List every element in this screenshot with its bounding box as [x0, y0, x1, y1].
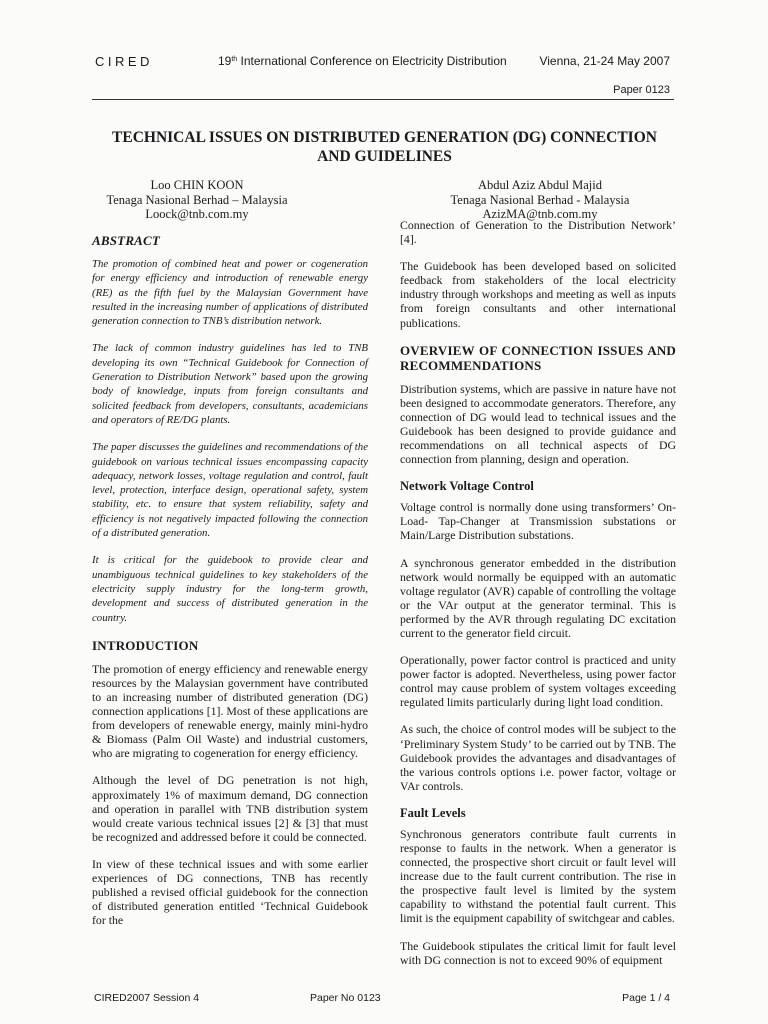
intro-paragraph: In view of these technical issues and with some earlier experiences of DG connections, TNB has recently published a revised official guidebook for the connection of distributed generation entitled ‘Technical Guidebook for the — [92, 856, 368, 928]
abstract-paragraph: It is critical for the guidebook to provide clear and unambiguous technical guidelines to key stakeholders of the electricity supply industry for the long-term growth, development and success of distributed generation in the country. — [92, 554, 368, 624]
voltage-paragraph: Operationally, power factor control is practiced and unity power factor is adopted. Nevertheless, using power factor control may cause problem of system voltages exceeding regulated limits particularly during light load condition. — [400, 653, 676, 710]
overview-heading: OVERVIEW OF CONNECTION ISSUES AND RECOMMENDATIONS — [400, 342, 676, 373]
right-column — [400, 218, 676, 980]
fault-paragraph: The Guidebook stipulates the critical limit for fault level with DG connection is not to exceed 90% of equipment — [400, 938, 676, 967]
header-org: CIRED — [95, 54, 153, 69]
voltage-paragraph: Voltage control is normally done using transformers’ On-Load- Tap-Changer at Transmission substations or Main/Large Distribution substations. — [400, 500, 676, 543]
footer-paper-no: Paper No 0123 — [310, 992, 381, 1004]
author-affiliation: Tenaga Nasional Berhad - Malaysia — [450, 192, 630, 207]
continuation-text: Connection of Generation to the Distribution Network’ [4]. — [400, 218, 676, 247]
abstract-body — [92, 257, 368, 625]
author-affiliation: Tenaga Nasional Berhad – Malaysia — [106, 192, 288, 207]
author-email: Loock@tnb.com.my — [145, 207, 249, 221]
abstract-heading: ABSTRACT — [92, 233, 161, 248]
guidebook-paragraph: The Guidebook has been developed based on solicited feedback from stakeholders of the local electricity industry through workshops and meeting as well as inputs from foreign consultants and other international publications. — [400, 259, 676, 330]
author-name: Abdul Aziz Abdul Majid — [478, 178, 602, 192]
conference-ordinal: th — [231, 56, 238, 63]
paper-title: TECHNICAL ISSUES ON DISTRIBUTED GENERATION (DG) CONNECTION AND GUIDELINES — [112, 129, 657, 165]
overview-paragraph: Distribution systems, which are passive in nature have not been designed to accommodate generators. Therefore, any connection of DG would lead to technical issues and the Guidebook has been designed to provide guidance and recommendations on all technical aspects of DG connection from planning, design and operation. — [400, 381, 676, 467]
conference-number: 19 — [218, 54, 232, 68]
intro-paragraph: Although the level of DG penetration is not high, approximately 1% of maximum demand, DG connection and operation in parallel with TNB distribution system would create various technical issues [2] & [3] that must be recognized and addressed before it could be connected. — [92, 773, 368, 844]
voltage-control-heading: Network Voltage Control — [400, 479, 534, 494]
author-block-left — [92, 178, 302, 222]
abstract-paragraph: The paper discusses the guidelines and recommendations of the guidebook on various technical issues encompassing capacity adequacy, network losses, voltage regulation and control, fault level, protection, interface design, operational safety, system stability, etc. to ensure that system reliability, safety and efficiency is not negatively impacted following the connection of a distributed generation. — [92, 441, 368, 540]
author-email: AzizMA@tnb.com.my — [482, 207, 598, 221]
introduction-heading: INTRODUCTION — [92, 637, 199, 653]
intro-paragraph: The promotion of energy efficiency and renewable energy resources by the Malaysian government have contributed to an increasing number of distributed generation (DG) connection applications [1]. Most of these applications are from developers of renewable energy, mainly mini-hydro & Biomass (Palm Oil Waste) and industrial customers, who are migrating to cogeneration for energy efficiency. — [92, 661, 368, 761]
conference-name: International Conference on Electricity Distribution — [237, 54, 507, 68]
header-divider — [92, 99, 674, 100]
author-block-right — [400, 178, 680, 222]
voltage-paragraph: As such, the choice of control modes will be subject to the ‘Preliminary System Study’ to be carried out by TNB. The Guidebook provides the advantages and disadvantages of the various controls options i.e. power factor, voltage or VAr controls. — [400, 722, 676, 793]
fault-paragraph: Synchronous generators contribute fault currents in response to faults in the network. When a generator is connected, the prospective short circuit or fault level will increase due to the fault current contribution. The rise in the prospective fault level is limited by the system capability to withstand the potential fault current. This limit is the equipment capability of switchgear and cables. — [400, 826, 676, 926]
abstract-paragraph: The promotion of combined heat and power or cogeneration for energy efficiency and introduction of renewable energy (RE) as the fifth fuel by the Malaysian Government have resulted in the increasing number of applications of distributed generation connection to TNB’s distribution network. — [92, 258, 368, 328]
left-column — [92, 233, 368, 940]
header-place-date: Vienna, 21-24 May 2007 — [539, 54, 670, 68]
abstract-paragraph: The lack of common industry guidelines has led to TNB developing its own “Technical Guidebook for Connection of Generation to Distribution Network” based upon the growing body of knowledge, inputs from foreign consultants and solicited feedback from developers, consultants, academicians and operators of RE/DG plants. — [92, 342, 368, 426]
footer-session: CIRED2007 Session 4 — [94, 992, 200, 1004]
voltage-paragraph: A synchronous generator embedded in the distribution network would normally be equipped with an automatic voltage regulator (AVR) capable of controlling the voltage or the VAr output at the generator terminal. This is performed by the AVR through regulating DC excitation current to the generator field circuit. — [400, 555, 676, 640]
header-paper-id: Paper 0123 — [613, 84, 670, 96]
footer-page-number: Page 1 / 4 — [622, 992, 670, 1004]
fault-levels-heading: Fault Levels — [400, 805, 466, 820]
author-name: Loo CHIN KOON — [150, 178, 244, 192]
header-conference — [218, 54, 507, 68]
